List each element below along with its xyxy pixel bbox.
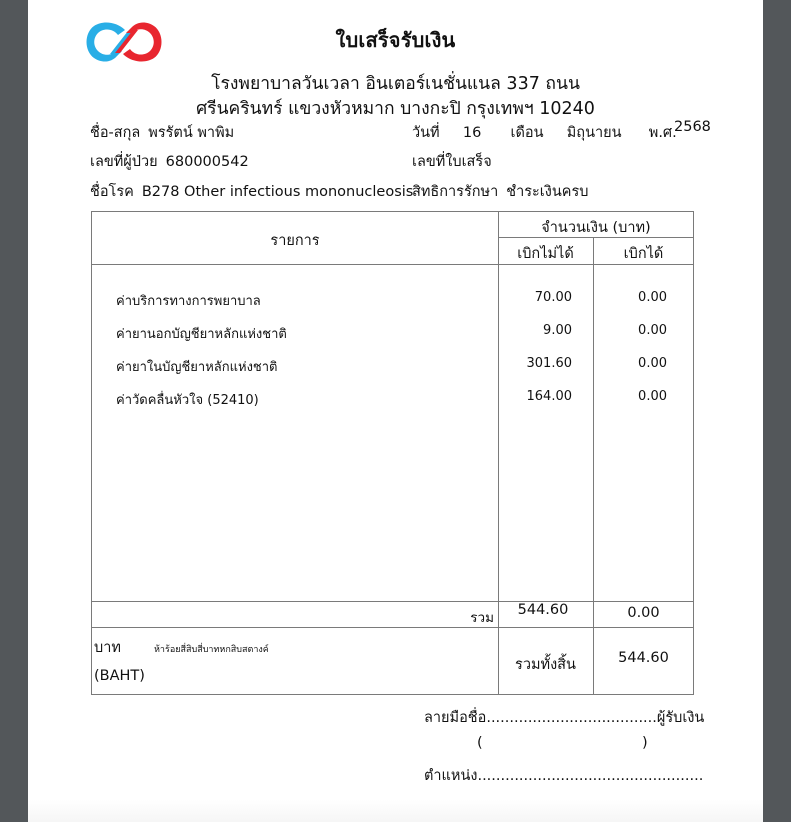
month-value: มิถุนายน bbox=[566, 125, 622, 141]
header-non-claimable: เบิกไม่ได้ bbox=[517, 246, 574, 262]
treatment-rights-field bbox=[412, 180, 588, 203]
patient-number-field bbox=[90, 150, 249, 173]
day-value: 16 bbox=[462, 125, 482, 141]
signature-open-paren: ( bbox=[477, 735, 483, 751]
receipt-title: ใบเสร็จรับเงิน bbox=[335, 28, 456, 52]
grand-total-value: 544.60 bbox=[618, 650, 669, 666]
patient-name-value: พรรัตน์ พาพิม bbox=[148, 125, 235, 141]
item-non-claimable: 301.60 bbox=[526, 356, 572, 371]
signature-close-paren: ) bbox=[642, 735, 648, 751]
disease-label: ชื่อโรค bbox=[90, 184, 134, 200]
charges-table bbox=[91, 211, 694, 695]
subtotal-top-line bbox=[92, 601, 694, 602]
patient-name-field bbox=[90, 121, 234, 144]
patient-name-label: ชื่อ-สกุล bbox=[90, 125, 141, 141]
receiver-signature-line: ลายมือชื่อ.....................................ผู้รับเงิน bbox=[424, 710, 705, 726]
table-row bbox=[92, 389, 694, 409]
hospital-address-line-1: โรงพยาบาลวันเวลา อินเตอร์เนชั่นแนล 337 ถนน bbox=[211, 74, 580, 94]
treatment-rights-label: สิทธิการรักษา bbox=[412, 184, 499, 200]
hospital-address-line-2: ศรีนครินทร์ แขวงหัวหมาก บางกะปิ กรุงเทพฯ 10240 bbox=[196, 99, 595, 119]
page-bottom-shadow bbox=[28, 800, 763, 822]
subtotal-non-claimable: 544.60 bbox=[517, 602, 569, 618]
header-claimable: เบิกได้ bbox=[623, 246, 664, 262]
receipt-page bbox=[28, 0, 763, 822]
table-row bbox=[92, 290, 694, 310]
amount-in-words: ห้าร้อยสี่สิบสี่บาทหกสิบสตางค์ bbox=[154, 645, 269, 655]
year-label: พ.ศ. bbox=[648, 125, 677, 141]
item-non-claimable: 9.00 bbox=[543, 323, 572, 338]
receipt-number-field bbox=[412, 150, 500, 173]
subtotal-claimable: 0.00 bbox=[627, 605, 660, 621]
disease-value: B278 Other infectious mononucleosis bbox=[141, 184, 414, 200]
header-items: รายการ bbox=[270, 233, 320, 249]
year-value: 2568 bbox=[674, 119, 711, 135]
disease-field bbox=[90, 180, 413, 203]
patient-number-label: เลขที่ผู้ป่วย bbox=[90, 154, 158, 170]
treatment-rights-value: ชำระเงินครบ bbox=[506, 184, 589, 200]
patient-number-value: 680000542 bbox=[165, 154, 249, 170]
subtotal-label: รวม bbox=[470, 610, 494, 626]
baht-en-label: (BAHT) bbox=[94, 668, 145, 684]
item-name: ค่ายานอกบัญชียาหลักแห่งชาติ bbox=[116, 327, 287, 342]
item-name: ค่ายาในบัญชียาหลักแห่งชาติ bbox=[116, 360, 278, 375]
item-claimable: 0.00 bbox=[638, 290, 667, 305]
month-label: เดือน bbox=[510, 125, 544, 141]
grand-total-label: รวมทั้งสิ้น bbox=[515, 657, 576, 673]
item-claimable: 0.00 bbox=[638, 356, 667, 371]
item-name: ค่าบริการทางการพยาบาล bbox=[116, 294, 261, 309]
date-field bbox=[412, 121, 677, 144]
position-line: ตำแหน่ง................................................. bbox=[424, 768, 704, 784]
item-claimable: 0.00 bbox=[638, 323, 667, 338]
baht-label: บาท bbox=[94, 640, 121, 656]
header-amount: จำนวนเงิน (บาท) bbox=[541, 220, 651, 236]
table-row bbox=[92, 356, 694, 376]
item-non-claimable: 164.00 bbox=[526, 389, 572, 404]
receipt-number-label: เลขที่ใบเสร็จ bbox=[412, 154, 492, 170]
day-label: วันที่ bbox=[412, 125, 440, 141]
table-row bbox=[92, 323, 694, 343]
item-claimable: 0.00 bbox=[638, 389, 667, 404]
item-non-claimable: 70.00 bbox=[534, 290, 572, 305]
item-name: ค่าวัดคลื่นหัวใจ (52410) bbox=[116, 393, 259, 408]
